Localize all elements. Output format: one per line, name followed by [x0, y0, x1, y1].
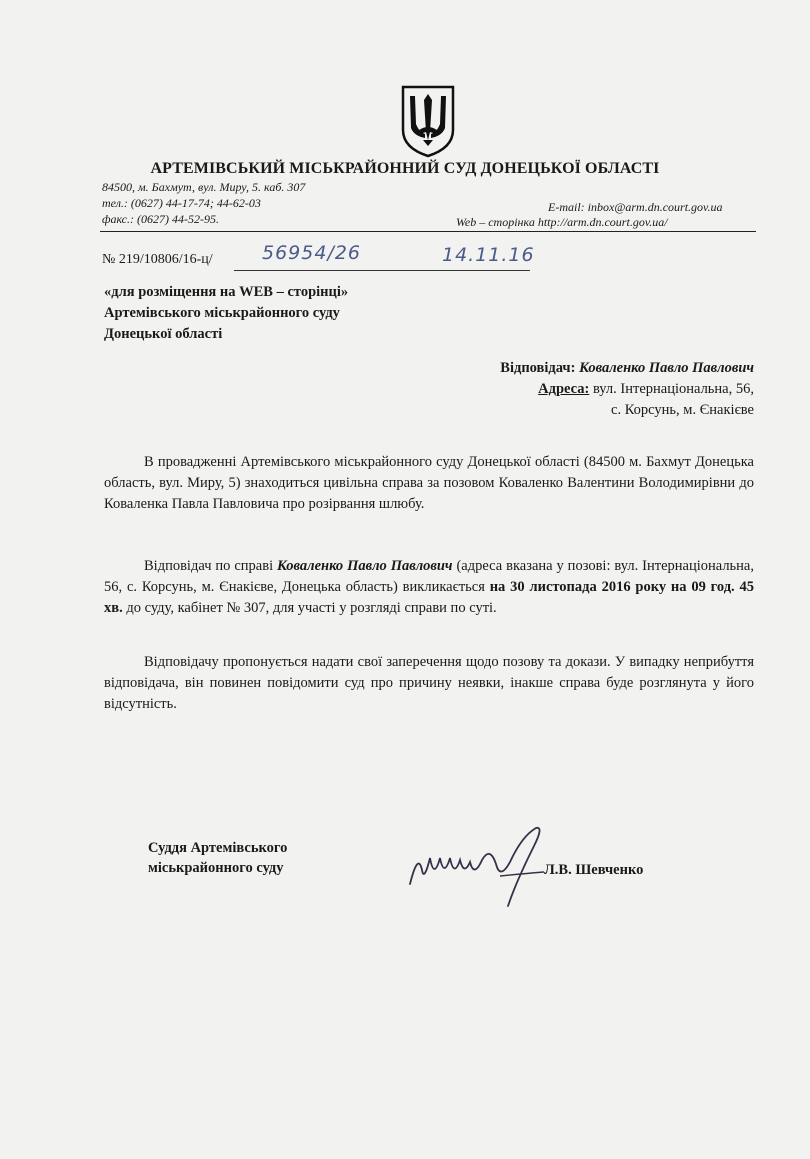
p2-hearing-date: на 30 листопада 2016 року на 09 год. 45 хв.	[104, 579, 755, 616]
recipient-block	[104, 282, 348, 345]
handwritten-number: 56954/26	[262, 242, 362, 264]
court-phone: тел.: (0627) 44-17-74; 44-62-03	[102, 196, 261, 210]
respondent-label: Відповідач:	[500, 360, 576, 376]
recipient-line1: «для розміщення на WEB – сторінці»	[104, 284, 349, 300]
respondent-address-line	[500, 379, 754, 400]
court-fax: факс.: (0627) 44-52-95.	[102, 212, 219, 226]
judge-title-line2: міськрайонного суду	[148, 860, 284, 876]
court-name: АРТЕМІВСЬКИЙ МІСЬКРАЙОННИЙ СУД ДОНЕЦЬКОЇ ОБЛАСТІ	[150, 160, 660, 177]
respondent-address1: вул. Інтернаціональна, 56,	[592, 381, 754, 397]
judge-title-line1: Суддя Артемівського	[148, 840, 288, 856]
judge-title	[148, 838, 287, 878]
trident-emblem-icon	[399, 84, 457, 158]
paragraph-3: Відповідачу пропонується надати свої заперечення щодо позову та докази. У випадку неприбуття відповідача, він повинен повідомити суд про причину неявки, інакше справа буде розглянута у його відсутність.	[104, 654, 754, 712]
respondent-address-label: Адреса:	[538, 381, 590, 397]
handwritten-date: 14.11.16	[442, 244, 535, 266]
respondent-name: Коваленко Павло Павлович	[579, 360, 754, 376]
recipient-line3: Донецької області	[104, 326, 223, 342]
p2-respondent-name: Коваленко Павло Павлович	[277, 558, 453, 574]
signer-name: Л.В. Шевченко	[544, 862, 644, 878]
respondent-address2: с. Корсунь, м. Єнакієве	[611, 402, 754, 418]
respondent-line	[500, 358, 754, 379]
respondent-block	[500, 358, 754, 421]
registration-number: № 219/10806/16-ц/	[102, 252, 213, 267]
court-web: Web – сторінка http://arm.dn.court.gov.ua/	[456, 215, 668, 229]
header-divider	[100, 231, 756, 232]
p2-middle: (адреса вказана у позові: вул. Інтернаціональна, 56, с. Корсунь, м. Єнакієве, Донецька область) викликається	[104, 558, 754, 595]
court-address: 84500, м. Бахмут, вул. Миру, 5. каб. 307	[102, 180, 306, 194]
handwritten-signature	[404, 822, 554, 912]
court-email: E-mail: inbox@arm.dn.court.gov.ua	[548, 200, 723, 214]
paragraph-1: В провадженні Артемівського міськрайонного суду Донецької області (84500 м. Бахмут Донецька область, вул. Миру, 5) знаходиться цивільна справа за позовом Коваленко Валентини Володимирівни до Коваленка Павла Павловича про розірвання шлюбу.	[104, 454, 754, 512]
paragraph-2	[104, 556, 754, 619]
p2-intro: Відповідач по справі	[144, 558, 278, 574]
registration-underline	[234, 270, 530, 271]
recipient-line2: Артемівського міськрайонного суду	[104, 305, 340, 321]
p2-end: до суду, кабінет № 307, для участі у розгляді справи по суті.	[122, 600, 497, 616]
